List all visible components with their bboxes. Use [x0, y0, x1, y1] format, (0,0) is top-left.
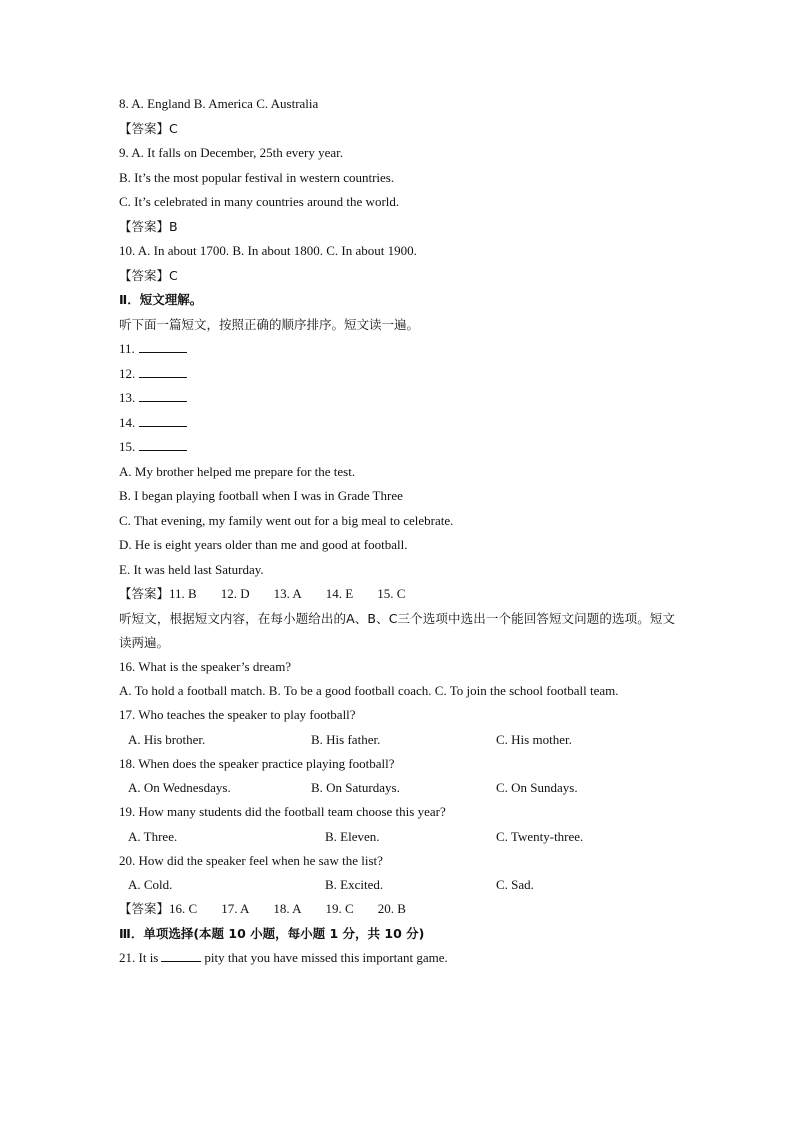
blank-label: 14. [119, 414, 136, 430]
question-18: 18. When does the speaker practice playing football? [119, 755, 395, 771]
option-b: B. His father. [311, 731, 381, 747]
question-16: 16. What is the speaker’s dream? [119, 658, 292, 674]
question-17: 17. Who teaches the speaker to play football? [119, 707, 356, 722]
answer-item: 16. C [169, 901, 198, 916]
question-18-options [119, 776, 675, 800]
section-3-title: Ⅲ．单项选择(本题 10 小题，每小题 1 分，共 10 分) [119, 925, 425, 941]
answer-item: 17. A [221, 901, 250, 916]
blank-12 [119, 362, 675, 387]
question-20-options [119, 873, 675, 897]
answer-item: 18. A [273, 901, 302, 916]
answer-16-20 [119, 897, 675, 922]
answer-blank [139, 389, 187, 402]
question-21 [119, 946, 675, 971]
question-9-option-c: C. It’s celebrated in many countries around the world. [119, 194, 400, 209]
option-b: B. I began playing football when I was in Grade Three [119, 488, 403, 503]
answer-blank [161, 949, 201, 962]
option-a: A. Three. [128, 828, 178, 844]
option-c: C. That evening, my family went out for a big meal to celebrate. [119, 512, 454, 528]
question-19-options [119, 825, 675, 849]
answer-item: 15. C [377, 586, 406, 601]
option-d: D. He is eight years older than me and good at football. [119, 537, 408, 552]
section-2-title: Ⅱ．短文理解。 [119, 292, 203, 307]
option-a: A. On Wednesdays. [128, 780, 231, 795]
option-a: A. My brother helped me prepare for the test. [119, 463, 356, 479]
question-19: 19. How many students did the football team choose this year? [119, 804, 446, 819]
answer-8: 【答案】C [119, 120, 178, 136]
blank-label: 15. [119, 439, 136, 454]
question-21-start: 21. It is [119, 950, 159, 965]
question-16-options: A. To hold a football match. B. To be a good football coach. C. To join the school football team. [119, 683, 619, 698]
blank-13 [119, 386, 675, 411]
option-a: A. Cold. [128, 877, 173, 892]
section-2-instruction: 听下面一篇短文，按照正确的顺序排序。短文读一遍。 [119, 316, 420, 332]
blank-label: 13. [119, 390, 136, 405]
answer-item: 20. B [377, 901, 406, 916]
question-9-option-b: B. It’s the most popular festival in western countries. [119, 169, 395, 185]
answer-blank [139, 340, 187, 353]
answer-blank [139, 438, 187, 451]
blank-15 [119, 435, 675, 460]
answer-prefix: 【答案】 [119, 586, 170, 601]
question-8: 8. A. England B. America C. Australia [119, 96, 319, 111]
answer-11-15 [119, 582, 675, 607]
question-20: 20. How did the speaker feel when he saw the list? [119, 852, 383, 868]
question-9-option-a: 9. A. It falls on December, 25th every year. [119, 145, 344, 160]
option-a: A. His brother. [128, 731, 206, 747]
question-21-end: pity that you have missed this important game. [204, 950, 448, 965]
section-2-instruction-2: 听短文，根据短文内容，在每小题给出的A、B、C三个选项中选出一个能回答短文问题的选项。短文读两遍。 [119, 610, 675, 650]
option-b: B. Excited. [325, 877, 384, 892]
option-b: B. Eleven. [325, 828, 380, 844]
blank-label: 12. [119, 365, 136, 381]
document-content [119, 92, 675, 971]
option-b: B. On Saturdays. [311, 780, 400, 795]
answer-prefix: 【答案】 [119, 901, 170, 916]
answer-10: 【答案】C [119, 267, 178, 283]
answer-item: 14. E [325, 586, 354, 601]
answer-blank [139, 414, 187, 427]
blank-11 [119, 337, 675, 362]
question-17-options [119, 728, 675, 752]
answer-9: 【答案】B [119, 218, 178, 234]
option-c: C. His mother. [496, 731, 572, 747]
answer-item: 19. C [325, 901, 354, 916]
answer-blank [139, 365, 187, 378]
option-c: C. Sad. [496, 877, 534, 892]
option-c: C. On Sundays. [496, 780, 578, 795]
answer-item: 12. D [220, 586, 250, 601]
blank-label: 11. [119, 341, 135, 356]
option-c: C. Twenty-three. [496, 828, 584, 844]
question-10: 10. A. In about 1700. B. In about 1800. C. In about 1900. [119, 243, 417, 258]
blank-14 [119, 411, 675, 436]
answer-item: 13. A [273, 586, 302, 601]
answer-item: 11. B [169, 586, 197, 601]
option-e: E. It was held last Saturday. [119, 561, 264, 577]
